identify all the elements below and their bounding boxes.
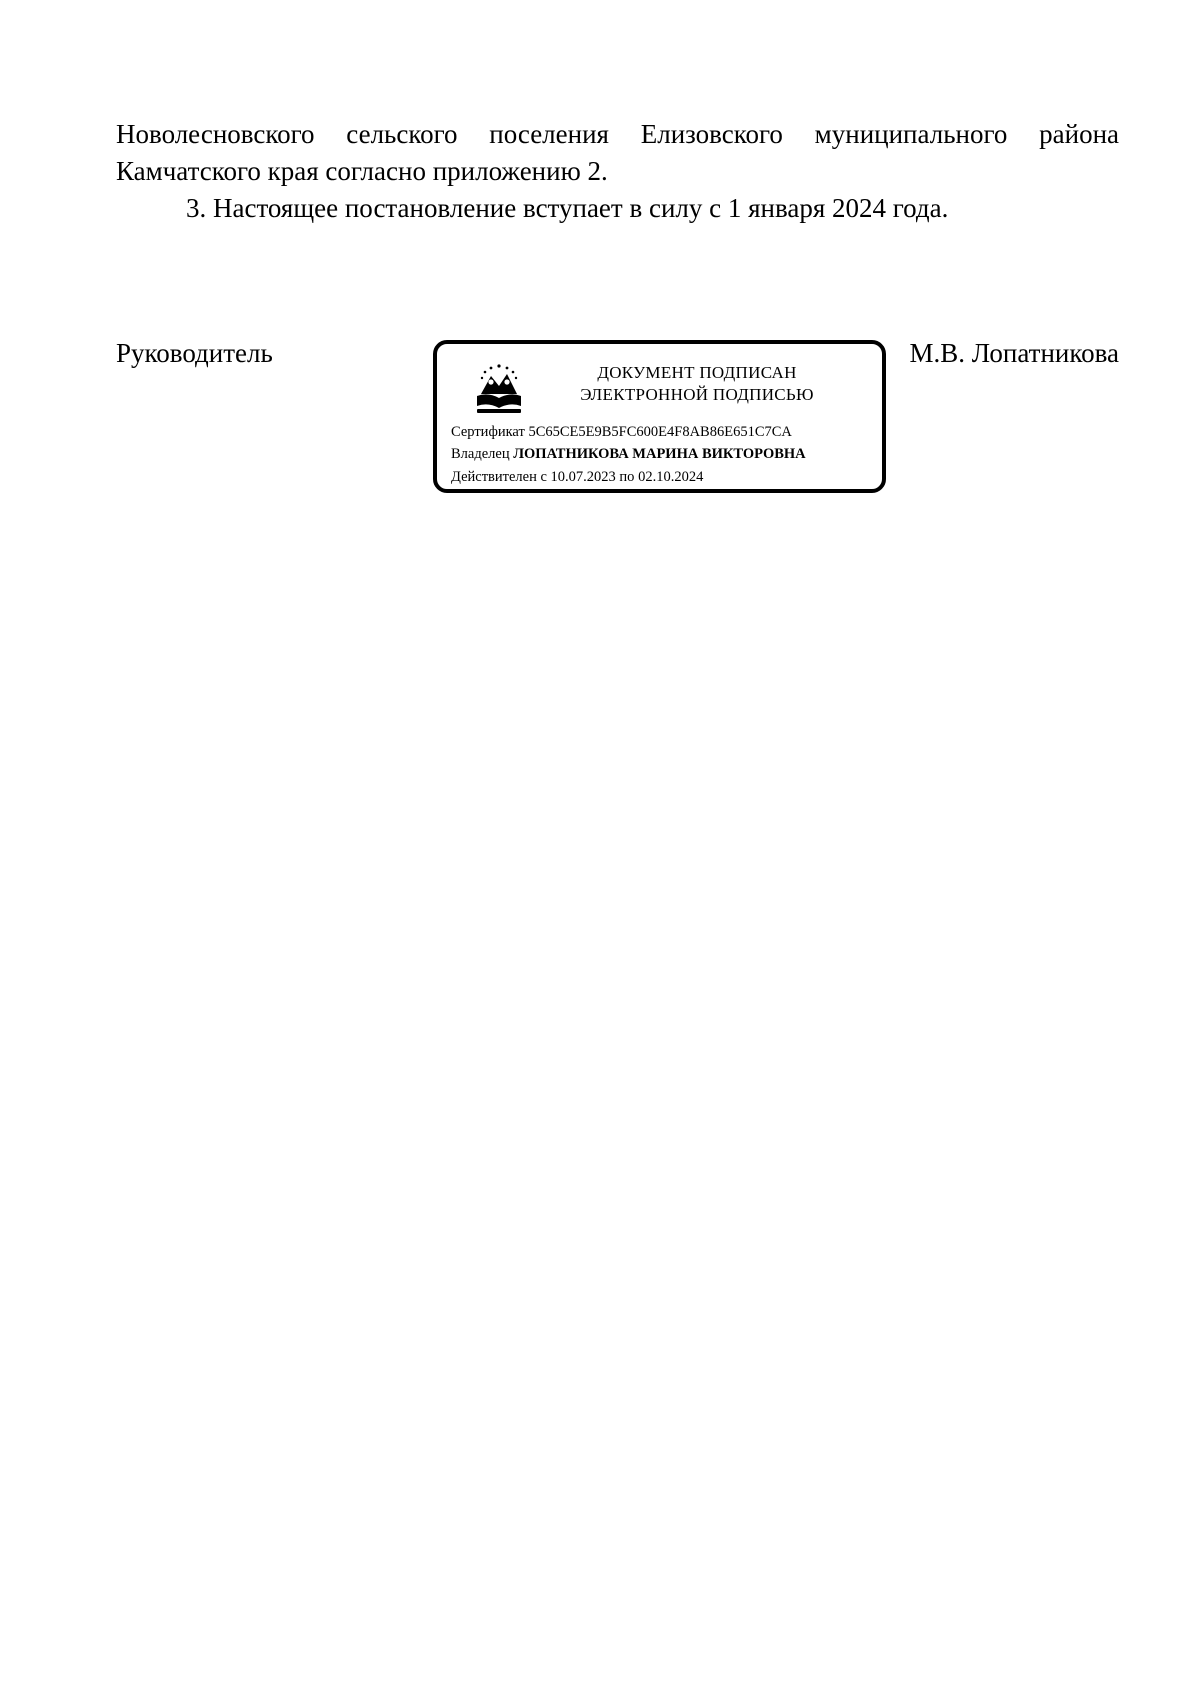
paragraph-line: Камчатского края согласно приложению 2. <box>116 156 608 186</box>
stamp-certificate <box>451 422 792 442</box>
owner-value: ЛОПАТНИКОВА МАРИНА ВИКТОРОВНА <box>513 446 806 462</box>
signature-role: Руководитель <box>116 338 273 368</box>
valid-to: 02.10.2024 <box>638 469 704 485</box>
owner-label: Владелец <box>451 446 510 462</box>
stamp-owner <box>451 444 806 464</box>
electronic-signature-stamp <box>433 340 886 493</box>
valid-from-label: с <box>540 469 547 485</box>
valid-label: Действителен <box>451 469 537 485</box>
stamp-title: ДОКУМЕНТ ПОДПИСАН <box>597 363 797 382</box>
stamp-title: ЭЛЕКТРОННОЙ ПОДПИСЬЮ <box>580 385 814 404</box>
valid-from: 10.07.2023 <box>550 469 616 485</box>
certificate-label: Сертификат <box>451 424 525 440</box>
signature-name: М.В. Лопатникова <box>909 338 1119 368</box>
stamp-validity <box>451 467 703 487</box>
valid-to-label: по <box>619 469 635 485</box>
emblem-icon <box>471 360 527 416</box>
paragraph-item-3: 3. Настоящее постановление вступает в силу с 1 января 2024 года. <box>186 193 949 223</box>
paragraph-line: Новолесновского сельского поселения Елизовского муниципального района <box>116 119 1119 149</box>
certificate-value: 5C65CE5E9B5FC600E4F8AB86E651C7CA <box>528 424 792 440</box>
paragraph-continuation <box>116 116 1119 190</box>
